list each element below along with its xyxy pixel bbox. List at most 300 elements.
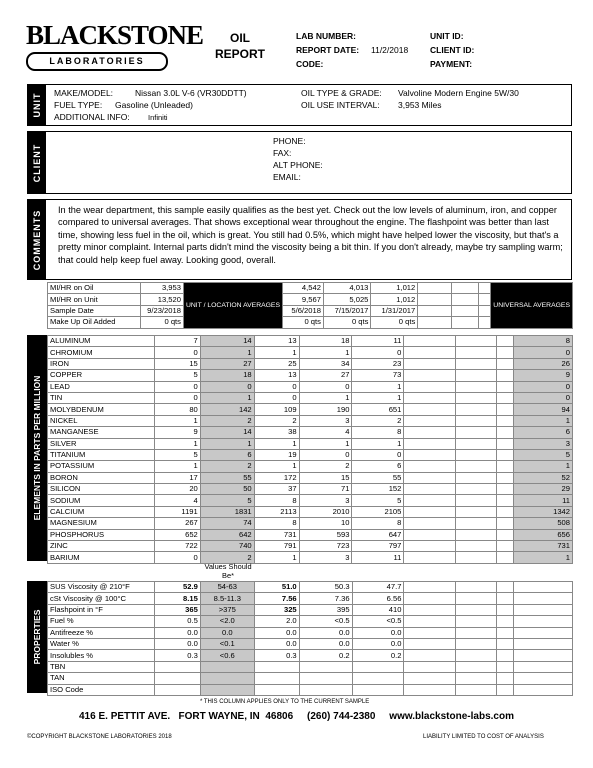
element-universal-average: 1: [514, 461, 573, 472]
property-should-be: <2.0: [200, 616, 254, 627]
property-row: [48, 627, 573, 638]
property-name: Insolubles %: [48, 650, 155, 661]
element-history-4: [404, 484, 456, 495]
element-spacer: [497, 541, 514, 552]
element-universal-average: 1: [514, 552, 573, 563]
property-row: [48, 638, 573, 649]
element-name: MOLYBDENUM: [48, 404, 155, 415]
element-history-1: 8: [254, 495, 299, 506]
logo-sub-text: LABORATORIES: [26, 52, 168, 71]
property-should-be: <0.6: [200, 650, 254, 661]
property-row: [48, 673, 573, 684]
property-history-2: 50.3: [299, 582, 352, 593]
element-row: [48, 381, 573, 392]
element-spacer: [497, 461, 514, 472]
property-name: Fuel %: [48, 616, 155, 627]
element-history-1: 19: [254, 449, 299, 460]
element-row: [48, 404, 573, 415]
property-history-2: [299, 684, 352, 695]
sample-history-5: [451, 283, 478, 294]
element-history-5: [456, 415, 497, 426]
client-section: [27, 131, 572, 194]
element-current-value: 652: [154, 529, 200, 540]
element-history-2: 18: [299, 336, 352, 347]
element-spacer: [497, 370, 514, 381]
element-unit-average: 50: [200, 484, 254, 495]
element-name: BORON: [48, 472, 155, 483]
element-row: [48, 552, 573, 563]
property-history-5: [456, 638, 497, 649]
property-spacer: [497, 627, 514, 638]
element-current-value: 1: [154, 415, 200, 426]
element-unit-average: 142: [200, 404, 254, 415]
element-universal-average: 508: [514, 518, 573, 529]
property-universal: [514, 593, 573, 604]
element-spacer: [497, 472, 514, 483]
element-history-3: 11: [352, 552, 404, 563]
property-should-be: 8.5-11.3: [200, 593, 254, 604]
element-history-3: 0: [352, 347, 404, 358]
sample-history-1: 4,542: [283, 283, 324, 294]
property-current-value: 0.5: [154, 616, 200, 627]
element-name: PHOSPHORUS: [48, 529, 155, 540]
element-spacer: [497, 358, 514, 369]
elements-table: [47, 335, 573, 564]
element-history-1: 1: [254, 347, 299, 358]
sample-current-value: 0 qts: [140, 317, 183, 328]
element-current-value: 0: [154, 552, 200, 563]
element-unit-average: 55: [200, 472, 254, 483]
element-current-value: 20: [154, 484, 200, 495]
element-history-2: 593: [299, 529, 352, 540]
element-current-value: 80: [154, 404, 200, 415]
property-current-value: 0.3: [154, 650, 200, 661]
element-unit-average: 6: [200, 449, 254, 460]
element-history-3: 8: [352, 518, 404, 529]
unit-averages-header: UNIT / LOCATION AVERAGES: [183, 283, 282, 329]
phone-label: PHONE:: [273, 136, 306, 146]
element-current-value: 5: [154, 449, 200, 460]
element-spacer: [497, 506, 514, 517]
sample-info-table: [47, 282, 573, 329]
element-history-4: [404, 404, 456, 415]
element-row: [48, 438, 573, 449]
element-universal-average: 0: [514, 392, 573, 403]
sample-history-2: 5,025: [323, 294, 370, 305]
element-history-1: 172: [254, 472, 299, 483]
property-should-be: <0.1: [200, 638, 254, 649]
sample-history-4: [418, 305, 452, 316]
element-name: TIN: [48, 392, 155, 403]
copyright-text: ©COPYRIGHT BLACKSTONE LABORATORIES 2018: [27, 734, 172, 740]
element-history-1: 109: [254, 404, 299, 415]
sample-history-3: 0 qts: [371, 317, 418, 328]
universal-averages-header: UNIVERSAL AVERAGES: [491, 283, 573, 329]
comments-text: In the wear department, this sample easily qualifies as the best yet. Check out the low levels of aluminum, iron, and copper compared to universal averages. That shows exceptional wear throughout the engine. The flashpoint was better than last time, showing less fuel in the oil, which is great. You still had 0.5%, which might have helped lower the viscosity, but that's a pretty minor complaint. Internal parts didn't mind the viscosity being a bit thin. If you don't already, maybe try sampling warm; that could help keep fuel away. Looking good, overall.: [58, 205, 563, 265]
element-current-value: 9: [154, 427, 200, 438]
element-spacer: [497, 484, 514, 495]
sample-history-3: 1,012: [371, 294, 418, 305]
property-name: Water %: [48, 638, 155, 649]
property-history-1: 325: [254, 604, 299, 615]
property-spacer: [497, 604, 514, 615]
element-history-4: [404, 381, 456, 392]
property-name: cSt Viscosity @ 100°C: [48, 593, 155, 604]
element-unit-average: 1831: [200, 506, 254, 517]
oil-type-label: OIL TYPE & GRADE:: [301, 88, 382, 98]
property-row: [48, 650, 573, 661]
sample-spacer: [478, 305, 490, 316]
property-history-1: 2.0: [254, 616, 299, 627]
element-history-1: 2113: [254, 506, 299, 517]
element-row: [48, 347, 573, 358]
sample-history-4: [418, 283, 452, 294]
element-universal-average: 0: [514, 347, 573, 358]
element-name: CALCIUM: [48, 506, 155, 517]
sample-history-2: 4,013: [323, 283, 370, 294]
element-history-3: 1: [352, 392, 404, 403]
property-universal: [514, 661, 573, 672]
property-current-value: 365: [154, 604, 200, 615]
element-spacer: [497, 392, 514, 403]
element-history-3: 5: [352, 495, 404, 506]
property-history-3: [352, 661, 404, 672]
property-should-be: 0.0: [200, 627, 254, 638]
element-history-4: [404, 461, 456, 472]
element-history-2: 1: [299, 347, 352, 358]
element-history-3: 6: [352, 461, 404, 472]
element-current-value: 7: [154, 336, 200, 347]
property-should-be: >375: [200, 604, 254, 615]
property-universal: [514, 650, 573, 661]
element-history-5: [456, 427, 497, 438]
element-row: [48, 392, 573, 403]
address-line: 416 E. PETTIT AVE. FORT WAYNE, IN 46806 (260) 744-2380 www.blackstone-labs.com: [79, 711, 514, 722]
element-unit-average: 642: [200, 529, 254, 540]
property-history-5: [456, 661, 497, 672]
sample-history-5: [451, 305, 478, 316]
element-current-value: 15: [154, 358, 200, 369]
report-title: [205, 30, 275, 62]
oil-interval-value: 3,953 Miles: [398, 100, 442, 110]
sample-history-2: 7/15/2017: [323, 305, 370, 316]
property-history-4: [404, 593, 456, 604]
blackstone-logo: [26, 20, 204, 78]
fuel-type-value: Gasoline (Unleaded): [115, 100, 193, 110]
element-history-5: [456, 541, 497, 552]
element-history-1: 1: [254, 552, 299, 563]
element-history-5: [456, 370, 497, 381]
property-name: SUS Viscosity @ 210°F: [48, 582, 155, 593]
element-history-5: [456, 404, 497, 415]
element-history-1: 8: [254, 518, 299, 529]
title-line1: OIL: [230, 31, 250, 45]
element-universal-average: 0: [514, 381, 573, 392]
element-history-4: [404, 518, 456, 529]
element-current-value: 267: [154, 518, 200, 529]
element-history-5: [456, 518, 497, 529]
property-row: [48, 582, 573, 593]
element-history-2: 27: [299, 370, 352, 381]
element-name: MAGNESIUM: [48, 518, 155, 529]
property-spacer: [497, 661, 514, 672]
element-unit-average: 74: [200, 518, 254, 529]
element-universal-average: 11: [514, 495, 573, 506]
property-universal: [514, 616, 573, 627]
element-history-3: 152: [352, 484, 404, 495]
property-history-2: [299, 661, 352, 672]
element-unit-average: 2: [200, 552, 254, 563]
element-history-5: [456, 506, 497, 517]
property-current-value: 8.15: [154, 593, 200, 604]
element-row: [48, 370, 573, 381]
property-universal: [514, 673, 573, 684]
property-name: Antifreeze %: [48, 627, 155, 638]
property-history-4: [404, 604, 456, 615]
property-history-3: 0.0: [352, 638, 404, 649]
element-universal-average: 26: [514, 358, 573, 369]
element-universal-average: 1342: [514, 506, 573, 517]
additional-info-value: Infiniti: [148, 113, 168, 122]
element-universal-average: 9: [514, 370, 573, 381]
sample-history-4: [418, 294, 452, 305]
elements-section-label: ELEMENTS IN PARTS PER MILLION: [27, 335, 47, 561]
property-name: Flashpoint in °F: [48, 604, 155, 615]
element-history-4: [404, 358, 456, 369]
element-name: POTASSIUM: [48, 461, 155, 472]
element-history-2: 3: [299, 495, 352, 506]
element-history-5: [456, 449, 497, 460]
properties-section-label: PROPERTIES: [27, 581, 47, 693]
element-history-3: 8: [352, 427, 404, 438]
element-spacer: [497, 347, 514, 358]
element-history-1: 0: [254, 392, 299, 403]
element-history-2: 1: [299, 438, 352, 449]
element-history-2: 0: [299, 381, 352, 392]
element-current-value: 722: [154, 541, 200, 552]
element-current-value: 5: [154, 370, 200, 381]
element-history-2: 0: [299, 449, 352, 460]
alt-phone-label: ALT PHONE:: [273, 160, 323, 170]
property-spacer: [497, 684, 514, 695]
payment-label: PAYMENT:: [430, 59, 473, 69]
property-name: TBN: [48, 661, 155, 672]
element-spacer: [497, 552, 514, 563]
property-history-3: 410: [352, 604, 404, 615]
property-universal: [514, 638, 573, 649]
element-history-1: 37: [254, 484, 299, 495]
property-history-4: [404, 582, 456, 593]
oil-interval-label: OIL USE INTERVAL:: [301, 100, 380, 110]
element-name: LEAD: [48, 381, 155, 392]
property-history-1: 0.3: [254, 650, 299, 661]
element-name: COPPER: [48, 370, 155, 381]
element-universal-average: 3: [514, 438, 573, 449]
sample-history-1: 5/6/2018: [283, 305, 324, 316]
property-history-3: <0.5: [352, 616, 404, 627]
property-spacer: [497, 673, 514, 684]
element-name: MANGANESE: [48, 427, 155, 438]
element-name: BARIUM: [48, 552, 155, 563]
element-name: CHROMIUM: [48, 347, 155, 358]
element-history-3: 23: [352, 358, 404, 369]
element-row: [48, 461, 573, 472]
element-history-4: [404, 472, 456, 483]
element-history-3: 651: [352, 404, 404, 415]
property-history-3: [352, 673, 404, 684]
property-should-be: [200, 673, 254, 684]
property-name: ISO Code: [48, 684, 155, 695]
element-history-1: 0: [254, 381, 299, 392]
comments-section: [27, 199, 572, 280]
property-should-be: [200, 684, 254, 695]
sample-history-1: 0 qts: [283, 317, 324, 328]
element-spacer: [497, 529, 514, 540]
property-history-1: [254, 673, 299, 684]
element-universal-average: 29: [514, 484, 573, 495]
property-history-5: [456, 582, 497, 593]
element-history-1: 38: [254, 427, 299, 438]
property-history-3: 6.56: [352, 593, 404, 604]
property-history-4: [404, 627, 456, 638]
element-name: SILICON: [48, 484, 155, 495]
element-row: [48, 506, 573, 517]
element-history-3: 11: [352, 336, 404, 347]
element-history-5: [456, 381, 497, 392]
element-unit-average: 1: [200, 438, 254, 449]
element-universal-average: 5: [514, 449, 573, 460]
property-history-1: [254, 684, 299, 695]
property-history-3: 47.7: [352, 582, 404, 593]
element-universal-average: 731: [514, 541, 573, 552]
element-history-2: 723: [299, 541, 352, 552]
property-row: [48, 684, 573, 695]
element-unit-average: 2: [200, 461, 254, 472]
element-history-2: 190: [299, 404, 352, 415]
element-history-3: 1: [352, 381, 404, 392]
property-history-5: [456, 627, 497, 638]
property-history-2: 7.36: [299, 593, 352, 604]
property-universal: [514, 582, 573, 593]
additional-info-label: ADDITIONAL INFO:: [54, 112, 130, 122]
element-history-1: 25: [254, 358, 299, 369]
sample-spacer: [478, 317, 490, 328]
element-unit-average: 14: [200, 427, 254, 438]
element-history-5: [456, 358, 497, 369]
client-section-label: CLIENT: [28, 132, 46, 193]
property-history-3: 0.2: [352, 650, 404, 661]
property-current-value: 52.9: [154, 582, 200, 593]
property-history-1: 0.0: [254, 638, 299, 649]
element-unit-average: 0: [200, 381, 254, 392]
element-history-4: [404, 552, 456, 563]
sample-current-value: 9/23/2018: [140, 305, 183, 316]
property-row: [48, 593, 573, 604]
element-history-3: 647: [352, 529, 404, 540]
element-name: ZINC: [48, 541, 155, 552]
element-current-value: 4: [154, 495, 200, 506]
property-history-4: [404, 650, 456, 661]
element-history-5: [456, 529, 497, 540]
sample-label: Sample Date: [48, 305, 141, 316]
property-universal: [514, 604, 573, 615]
element-row: [48, 495, 573, 506]
element-spacer: [497, 495, 514, 506]
element-row: [48, 427, 573, 438]
property-history-4: [404, 661, 456, 672]
property-current-value: 0.0: [154, 627, 200, 638]
sample-history-5: [451, 294, 478, 305]
property-history-4: [404, 673, 456, 684]
element-history-4: [404, 392, 456, 403]
element-unit-average: 5: [200, 495, 254, 506]
element-universal-average: 8: [514, 336, 573, 347]
element-current-value: 0: [154, 392, 200, 403]
sample-history-3: 1,012: [371, 283, 418, 294]
element-history-2: 34: [299, 358, 352, 369]
property-history-2: 0.0: [299, 627, 352, 638]
element-history-1: 13: [254, 370, 299, 381]
property-current-value: 0.0: [154, 638, 200, 649]
property-history-5: [456, 616, 497, 627]
unit-section-label: UNIT: [28, 85, 46, 125]
element-row: [48, 518, 573, 529]
property-row: [48, 604, 573, 615]
property-history-5: [456, 684, 497, 695]
element-history-2: 3: [299, 552, 352, 563]
element-spacer: [497, 518, 514, 529]
property-history-5: [456, 604, 497, 615]
element-history-3: 2: [352, 415, 404, 426]
element-spacer: [497, 427, 514, 438]
fax-label: FAX:: [273, 148, 292, 158]
column-footnote: * THIS COLUMN APPLIES ONLY TO THE CURRENT SAMPLE: [200, 699, 370, 705]
element-universal-average: 94: [514, 404, 573, 415]
code-label: CODE:: [296, 59, 324, 69]
property-history-4: [404, 638, 456, 649]
element-name: NICKEL: [48, 415, 155, 426]
property-spacer: [497, 582, 514, 593]
element-row: [48, 449, 573, 460]
unit-section: [27, 84, 572, 126]
element-history-2: 15: [299, 472, 352, 483]
property-should-be: [200, 661, 254, 672]
property-universal: [514, 684, 573, 695]
element-spacer: [497, 336, 514, 347]
element-history-4: [404, 495, 456, 506]
element-unit-average: 27: [200, 358, 254, 369]
property-history-5: [456, 673, 497, 684]
element-history-1: 731: [254, 529, 299, 540]
element-history-5: [456, 472, 497, 483]
property-history-5: [456, 593, 497, 604]
element-history-3: 0: [352, 449, 404, 460]
unit-id-label: UNIT ID:: [430, 31, 464, 41]
property-universal: [514, 627, 573, 638]
element-universal-average: 52: [514, 472, 573, 483]
comments-section-label: COMMENTS: [28, 200, 46, 279]
element-current-value: 0: [154, 347, 200, 358]
sample-label: MI/HR on Oil: [48, 283, 141, 294]
element-history-5: [456, 552, 497, 563]
element-row: [48, 484, 573, 495]
property-row: [48, 661, 573, 672]
element-history-4: [404, 506, 456, 517]
element-history-4: [404, 427, 456, 438]
element-row: [48, 529, 573, 540]
element-history-2: 71: [299, 484, 352, 495]
property-history-2: 0.2: [299, 650, 352, 661]
